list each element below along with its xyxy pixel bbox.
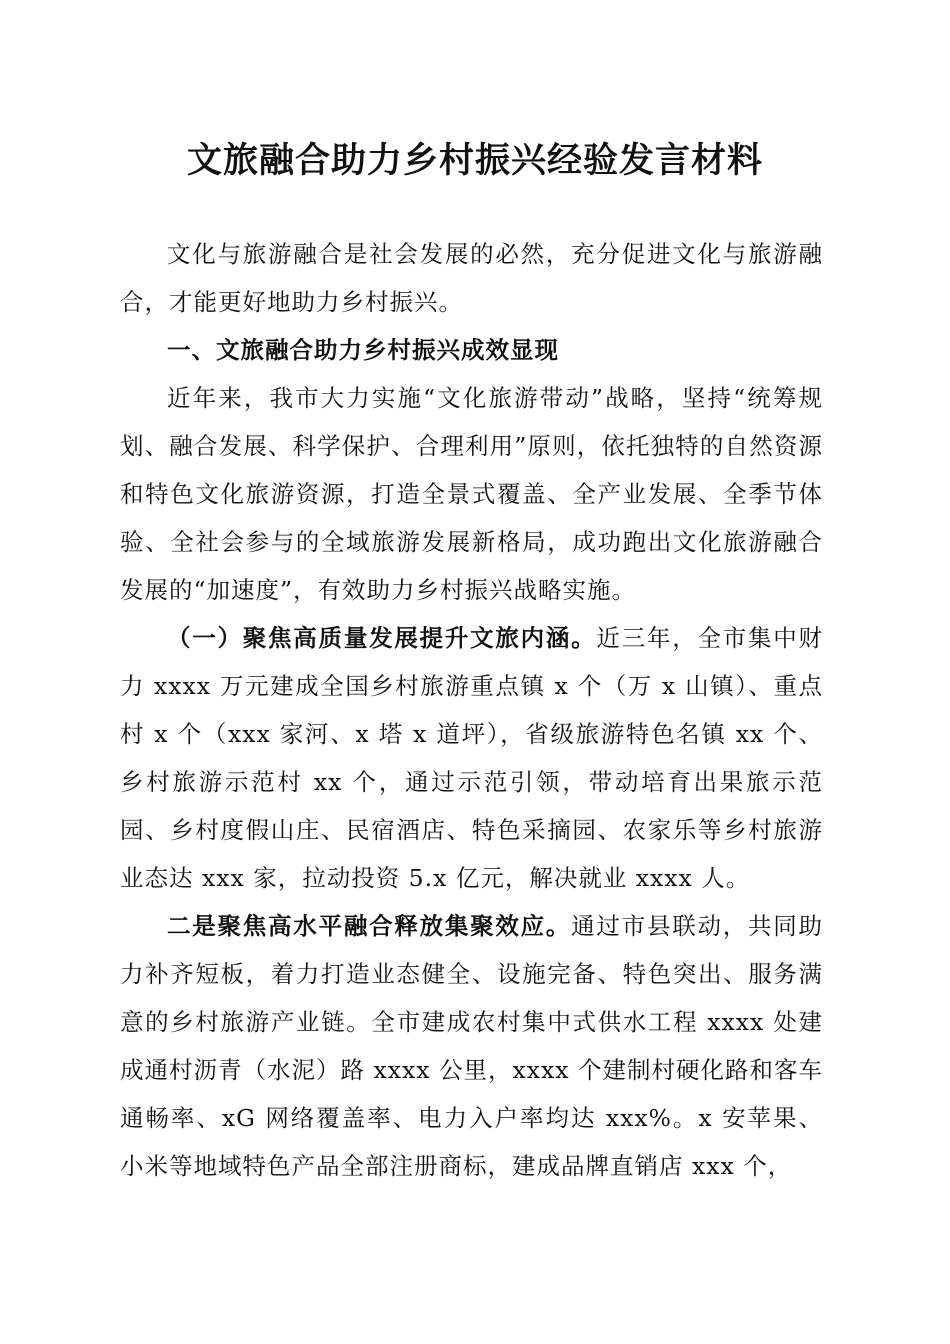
document-body xyxy=(120,230,823,1190)
intro-paragraph: 文化与旅游融合是社会发展的必然，充分促进文化与旅游融合，才能更好地助力乡村振兴。 xyxy=(120,240,823,316)
point-two-paragraph xyxy=(120,902,823,1190)
section-heading: 一、文旅融合助力乡村振兴成效显现 xyxy=(167,336,559,364)
document-title: 文旅融合助力乡村振兴经验发言材料 xyxy=(186,141,763,181)
point-one-lead: （一）聚焦高质量发展提升文旅内涵。 xyxy=(167,624,597,652)
point-one-body: 近三年，全市集中财力 xxxx 万元建成全国乡村旅游重点镇 x 个（万 x 山镇）、重点村 x 个（xxx 家河、x 塔 x 道坪），省级旅游特色名镇 xx 个、乡村旅游示范村 xx 个，通过示范引领，带动培育出果旅示范园、乡村度假山庄、民宿酒店、特色采摘园、农家乐等乡村旅游业态达 xxx 家，拉动投资 5.x 亿元，解决就业 xxxx 人。 xyxy=(120,624,824,892)
section-paragraph: 近年来，我市大力实施“文化旅游带动”战略，坚持“统筹规划、融合发展、科学保护、合理利用”原则，依托独特的自然资源和特色文化旅游资源，打造全景式覆盖、全产业发展、全季节体验、全社会参与的全域旅游发展新格局，成功跑出文化旅游融合发展的“加速度”，有效助力乡村振兴战略实施。 xyxy=(120,384,823,604)
point-two-body: 通过市县联动，共同助力补齐短板，着力打造业态健全、设施完备、特色突出、服务满意的乡村旅游产业链。全市建成农村集中式供水工程 xxxx 处建成通村沥青（水泥）路 xxxx 公里，xxxx 个建制村硬化路和客车通畅率、xG 网络覆盖率、电力入户率均达 xxx%。x 安苹果、小米等地域特色产品全部注册商标，建成品牌直销店 xxx 个， xyxy=(120,912,824,1180)
point-two-lead: 二是聚焦高水平融合释放集聚效应。 xyxy=(167,912,572,940)
point-one-paragraph xyxy=(120,614,823,902)
